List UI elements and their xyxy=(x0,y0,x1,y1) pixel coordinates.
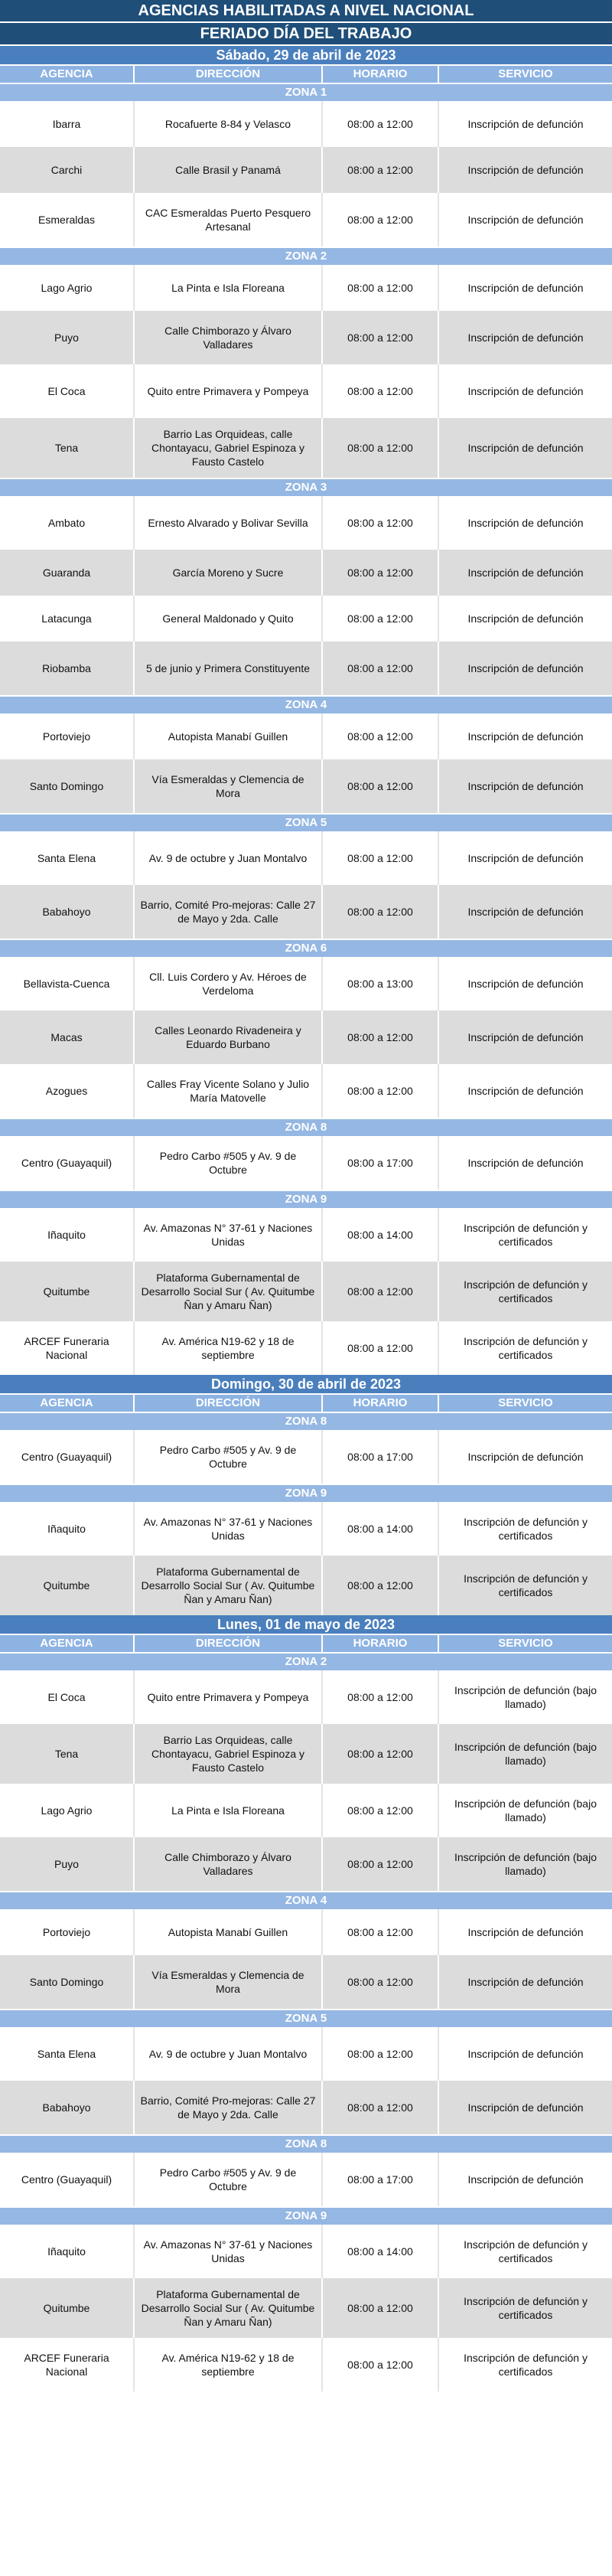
service-cell: Inscripción de defunción y certificados xyxy=(464,1278,588,1304)
zone-header: ZONA 4 xyxy=(0,1891,612,1909)
service-cell: Inscripción de defunción y certificados xyxy=(464,2238,588,2264)
schedule-cell: 08:00 a 12:00 xyxy=(323,101,439,147)
schedule-cell: 08:00 a 12:00 xyxy=(323,713,439,759)
agency-cell: Centro (Guayaquil) xyxy=(0,2153,135,2206)
service-cell: Inscripción de defunción xyxy=(467,1926,584,1938)
schedule-cell: 08:00 a 14:00 xyxy=(323,2225,439,2278)
table-row xyxy=(0,1208,612,1262)
table-row xyxy=(0,1556,612,1615)
zone-header: ZONA 6 xyxy=(0,939,612,957)
schedule-cell: 08:00 a 12:00 xyxy=(323,1955,439,2009)
schedule-cell: 08:00 a 12:00 xyxy=(323,1010,439,1064)
service-cell: Inscripción de defunción y certificados xyxy=(464,2295,588,2321)
address-cell: Pedro Carbo #505 y Av. 9 de Octubre xyxy=(135,1430,323,1484)
schedule-cell: 08:00 a 12:00 xyxy=(323,2278,439,2338)
service-cell: Inscripción de defunción xyxy=(467,906,584,918)
service-cell: Inscripción de defunción (bajo llamado) xyxy=(454,1851,597,1877)
service-cell: Inscripción de defunción xyxy=(467,331,584,344)
schedule-cell: 08:00 a 12:00 xyxy=(323,1321,439,1375)
table-row xyxy=(0,1784,612,1837)
agency-cell: Babahoyo xyxy=(0,885,135,939)
table-row xyxy=(0,193,612,246)
day-section xyxy=(0,1615,612,2392)
address-cell: Av. América N19-62 y 18 de septiembre xyxy=(135,1321,323,1375)
agency-cell: Tena xyxy=(0,1724,135,1784)
day-date-header: Lunes, 01 de mayo de 2023 xyxy=(0,1615,612,1635)
address-cell: Av. 9 de octubre y Juan Montalvo xyxy=(135,2027,323,2081)
column-header-direccion: DIRECCIÓN xyxy=(135,66,323,83)
table-row xyxy=(0,1837,612,1891)
schedule-cell: 08:00 a 12:00 xyxy=(323,2027,439,2081)
table-row xyxy=(0,1724,612,1784)
address-cell: Barrio, Comité Pro-mejoras: Calle 27 de Mayo y 2da. Calle xyxy=(135,885,323,939)
address-cell: Calle Chimborazo y Álvaro Valladares xyxy=(135,311,323,364)
agency-cell: Riobamba xyxy=(0,642,135,695)
table-row xyxy=(0,1262,612,1321)
day-section xyxy=(0,46,612,1375)
address-cell: Ernesto Alvarado y Bolivar Sevilla xyxy=(135,496,323,550)
table-row xyxy=(0,759,612,813)
table-row xyxy=(0,642,612,695)
agency-cell: Esmeraldas xyxy=(0,193,135,246)
table-row xyxy=(0,1955,612,2009)
schedule-cell: 08:00 a 12:00 xyxy=(323,885,439,939)
service-cell: Inscripción de defunción xyxy=(467,1157,584,1169)
service-cell: Inscripción de defunción xyxy=(467,730,584,743)
zone-header: ZONA 2 xyxy=(0,246,612,265)
agency-cell: Centro (Guayaquil) xyxy=(0,1136,135,1190)
schedule-cell: 08:00 a 12:00 xyxy=(323,265,439,311)
agency-cell: Santo Domingo xyxy=(0,759,135,813)
address-cell: Quito entre Primavera y Pompeya xyxy=(135,364,323,418)
zone-header: ZONA 9 xyxy=(0,1190,612,1208)
service-cell: Inscripción de defunción (bajo llamado) xyxy=(454,1741,597,1767)
service-cell: Inscripción de defunción xyxy=(467,1031,584,1043)
agency-cell: Macas xyxy=(0,1010,135,1064)
agency-cell: El Coca xyxy=(0,364,135,418)
table-row xyxy=(0,1010,612,1064)
zone-header: ZONA 1 xyxy=(0,83,612,101)
address-cell: Calles Leonardo Rivadeneira y Eduardo Burbano xyxy=(135,1010,323,1064)
service-cell: Inscripción de defunción y certificados xyxy=(464,2352,588,2378)
address-cell: Calle Brasil y Panamá xyxy=(135,147,323,193)
column-header-servicio: SERVICIO xyxy=(498,1637,553,1650)
service-cell: Inscripción de defunción xyxy=(467,282,584,294)
table-row xyxy=(0,2278,612,2338)
address-cell: Calles Fray Vicente Solano y Julio María Matovelle xyxy=(135,1064,323,1118)
schedule-cell: 08:00 a 12:00 xyxy=(323,364,439,418)
table-row xyxy=(0,101,612,147)
column-header-agencia: AGENCIA xyxy=(0,1395,135,1412)
zone-header: ZONA 2 xyxy=(0,1652,612,1670)
address-cell: Barrio Las Orquideas, calle Chontayacu, Gabriel Espinoza y Fausto Castelo xyxy=(135,418,323,478)
address-cell: García Moreno y Sucre xyxy=(135,550,323,596)
agency-cell: Puyo xyxy=(0,311,135,364)
table-row xyxy=(0,885,612,939)
table-row xyxy=(0,1430,612,1484)
zone-header: ZONA 8 xyxy=(0,1412,612,1430)
document-title: AGENCIAS HABILITADAS A NIVEL NACIONAL xyxy=(0,0,612,23)
address-cell: Rocafuerte 8-84 y Velasco xyxy=(135,101,323,147)
address-cell: Av. Amazonas N° 37-61 y Naciones Unidas xyxy=(135,1502,323,1556)
schedule-cell: 08:00 a 12:00 xyxy=(323,1784,439,1837)
service-cell: Inscripción de defunción xyxy=(467,612,584,625)
address-cell: Vía Esmeraldas y Clemencia de Mora xyxy=(135,1955,323,2009)
schedule-cell: 08:00 a 12:00 xyxy=(323,642,439,695)
table-row xyxy=(0,1502,612,1556)
table-row xyxy=(0,496,612,550)
agency-cell: Quitumbe xyxy=(0,1556,135,1615)
agency-cell: Lago Agrio xyxy=(0,265,135,311)
zone-header: ZONA 8 xyxy=(0,1118,612,1136)
service-cell: Inscripción de defunción (bajo llamado) xyxy=(454,1797,597,1823)
zone-header: ZONA 5 xyxy=(0,2009,612,2027)
schedule-cell: 08:00 a 12:00 xyxy=(323,759,439,813)
address-cell: CAC Esmeraldas Puerto Pesquero Artesanal xyxy=(135,193,323,246)
service-cell: Inscripción de defunción xyxy=(467,385,584,397)
address-cell: Plataforma Gubernamental de Desarrollo Social Sur ( Av. Quitumbe Ñan y Amaru Ñan) xyxy=(135,2278,323,2338)
schedule-cell: 08:00 a 12:00 xyxy=(323,147,439,193)
agency-cell: Centro (Guayaquil) xyxy=(0,1430,135,1484)
table-row xyxy=(0,2153,612,2206)
table-row xyxy=(0,2338,612,2392)
agency-cell: Carchi xyxy=(0,147,135,193)
service-cell: Inscripción de defunción (bajo llamado) xyxy=(454,1684,597,1710)
schedule-cell: 08:00 a 12:00 xyxy=(323,2338,439,2392)
schedule-cell: 08:00 a 12:00 xyxy=(323,193,439,246)
table-row xyxy=(0,831,612,885)
agency-cell: Babahoyo xyxy=(0,2081,135,2134)
schedule-cell: 08:00 a 12:00 xyxy=(323,1670,439,1724)
table-row xyxy=(0,364,612,418)
document-subtitle: FERIADO DÍA DEL TRABAJO xyxy=(0,23,612,46)
address-cell: Av. Amazonas N° 37-61 y Naciones Unidas xyxy=(135,1208,323,1262)
schedule-cell: 08:00 a 12:00 xyxy=(323,1837,439,1891)
column-header-row xyxy=(0,1635,612,1652)
column-header-servicio: SERVICIO xyxy=(498,67,553,80)
schedule-cell: 08:00 a 12:00 xyxy=(323,311,439,364)
agency-cell: Santa Elena xyxy=(0,2027,135,2081)
column-header-servicio: SERVICIO xyxy=(498,1396,553,1409)
service-cell: Inscripción de defunción y certificados xyxy=(464,1572,588,1598)
column-header-row xyxy=(0,66,612,83)
address-cell: Autopista Manabí Guillen xyxy=(135,1909,323,1955)
service-cell: Inscripción de defunción xyxy=(467,164,584,176)
agency-cell: El Coca xyxy=(0,1670,135,1724)
address-cell: Autopista Manabí Guillen xyxy=(135,713,323,759)
agency-cell: Bellavista-Cuenca xyxy=(0,957,135,1010)
schedule-cell: 08:00 a 12:00 xyxy=(323,418,439,478)
table-row xyxy=(0,1909,612,1955)
table-row xyxy=(0,265,612,311)
column-header-agencia: AGENCIA xyxy=(0,66,135,83)
schedule-cell: 08:00 a 17:00 xyxy=(323,1136,439,1190)
agency-cell: Ibarra xyxy=(0,101,135,147)
address-cell: Plataforma Gubernamental de Desarrollo Social Sur ( Av. Quitumbe Ñan y Amaru Ñan) xyxy=(135,1556,323,1615)
service-cell: Inscripción de defunción xyxy=(467,852,584,864)
column-header-direccion: DIRECCIÓN xyxy=(135,1395,323,1412)
table-row xyxy=(0,1136,612,1190)
address-cell: Vía Esmeraldas y Clemencia de Mora xyxy=(135,759,323,813)
agency-cell: Quitumbe xyxy=(0,1262,135,1321)
service-cell: Inscripción de defunción xyxy=(467,566,584,579)
address-cell: Av. América N19-62 y 18 de septiembre xyxy=(135,2338,323,2392)
table-row xyxy=(0,1064,612,1118)
service-cell: Inscripción de defunción xyxy=(467,780,584,792)
agency-cell: Iñaquito xyxy=(0,2225,135,2278)
schedule-cell: 08:00 a 12:00 xyxy=(323,2081,439,2134)
service-cell: Inscripción de defunción y certificados xyxy=(464,1516,588,1542)
agency-cell: Portoviejo xyxy=(0,1909,135,1955)
schedule-cell: 08:00 a 12:00 xyxy=(323,1262,439,1321)
service-cell: Inscripción de defunción xyxy=(467,2048,584,2060)
agency-cell: Portoviejo xyxy=(0,713,135,759)
address-cell: Quito entre Primavera y Pompeya xyxy=(135,1670,323,1724)
address-cell: Barrio, Comité Pro-mejoras: Calle 27 de Mayo y 2da. Calle xyxy=(135,2081,323,2134)
zone-header: ZONA 9 xyxy=(0,2206,612,2225)
table-row xyxy=(0,1670,612,1724)
schedule-cell: 08:00 a 14:00 xyxy=(323,1208,439,1262)
table-row xyxy=(0,418,612,478)
column-header-direccion: DIRECCIÓN xyxy=(135,1635,323,1652)
day-section xyxy=(0,1375,612,1615)
service-cell: Inscripción de defunción xyxy=(467,2101,584,2114)
service-cell: Inscripción de defunción y certificados xyxy=(464,1335,588,1361)
zone-header: ZONA 3 xyxy=(0,478,612,496)
agency-cell: Santo Domingo xyxy=(0,1955,135,2009)
service-cell: Inscripción de defunción xyxy=(467,1085,584,1097)
address-cell: Pedro Carbo #505 y Av. 9 de Octubre xyxy=(135,2153,323,2206)
schedule-cell: 08:00 a 12:00 xyxy=(323,596,439,642)
table-row xyxy=(0,311,612,364)
column-header-horario: HORARIO xyxy=(323,1395,439,1412)
address-cell: 5 de junio y Primera Constituyente xyxy=(135,642,323,695)
agency-cell: Latacunga xyxy=(0,596,135,642)
day-date-header: Sábado, 29 de abril de 2023 xyxy=(0,46,612,66)
agency-cell: ARCEF Funeraria Nacional xyxy=(0,1321,135,1375)
column-header-horario: HORARIO xyxy=(323,66,439,83)
table-row xyxy=(0,2027,612,2081)
agency-cell: Iñaquito xyxy=(0,1502,135,1556)
table-row xyxy=(0,147,612,193)
agency-cell: ARCEF Funeraria Nacional xyxy=(0,2338,135,2392)
agency-cell: Lago Agrio xyxy=(0,1784,135,1837)
schedule-cell: 08:00 a 12:00 xyxy=(323,831,439,885)
table-row xyxy=(0,2081,612,2134)
service-cell: Inscripción de defunción xyxy=(467,118,584,130)
zone-header: ZONA 5 xyxy=(0,813,612,831)
address-cell: Pedro Carbo #505 y Av. 9 de Octubre xyxy=(135,1136,323,1190)
agency-cell: Iñaquito xyxy=(0,1208,135,1262)
agency-cell: Quitumbe xyxy=(0,2278,135,2338)
address-cell: Barrio Las Orquideas, calle Chontayacu, Gabriel Espinoza y Fausto Castelo xyxy=(135,1724,323,1784)
table-row xyxy=(0,957,612,1010)
agency-cell: Santa Elena xyxy=(0,831,135,885)
address-cell: Plataforma Gubernamental de Desarrollo Social Sur ( Av. Quitumbe Ñan y Amaru Ñan) xyxy=(135,1262,323,1321)
zone-header: ZONA 9 xyxy=(0,1484,612,1502)
service-cell: Inscripción de defunción xyxy=(467,1976,584,1988)
schedule-cell: 08:00 a 12:00 xyxy=(323,496,439,550)
table-row xyxy=(0,2225,612,2278)
schedule-cell: 08:00 a 17:00 xyxy=(323,2153,439,2206)
schedule-cell: 08:00 a 17:00 xyxy=(323,1430,439,1484)
agency-cell: Guaranda xyxy=(0,550,135,596)
service-cell: Inscripción de defunción xyxy=(467,978,584,990)
service-cell: Inscripción de defunción xyxy=(467,1451,584,1463)
schedule-cell: 08:00 a 12:00 xyxy=(323,1909,439,1955)
table-row xyxy=(0,596,612,642)
address-cell: La Pinta e Isla Floreana xyxy=(135,1784,323,1837)
address-cell: Calle Chimborazo y Álvaro Valladares xyxy=(135,1837,323,1891)
schedule-cell: 08:00 a 13:00 xyxy=(323,957,439,1010)
table-row xyxy=(0,1321,612,1375)
service-cell: Inscripción de defunción xyxy=(467,517,584,529)
address-cell: Av. Amazonas N° 37-61 y Naciones Unidas xyxy=(135,2225,323,2278)
address-cell: Av. 9 de octubre y Juan Montalvo xyxy=(135,831,323,885)
zone-header: ZONA 8 xyxy=(0,2134,612,2153)
agency-cell: Puyo xyxy=(0,1837,135,1891)
schedule-cell: 08:00 a 12:00 xyxy=(323,1556,439,1615)
column-header-horario: HORARIO xyxy=(323,1635,439,1652)
service-cell: Inscripción de defunción xyxy=(467,2173,584,2186)
agency-cell: Ambato xyxy=(0,496,135,550)
service-cell: Inscripción de defunción xyxy=(467,442,584,454)
schedule-cell: 08:00 a 12:00 xyxy=(323,1064,439,1118)
column-header-agencia: AGENCIA xyxy=(0,1635,135,1652)
table-row xyxy=(0,713,612,759)
address-cell: Cll. Luis Cordero y Av. Héroes de Verdeloma xyxy=(135,957,323,1010)
column-header-row xyxy=(0,1395,612,1412)
day-date-header: Domingo, 30 de abril de 2023 xyxy=(0,1375,612,1395)
address-cell: La Pinta e Isla Floreana xyxy=(135,265,323,311)
table-row xyxy=(0,550,612,596)
agency-cell: Tena xyxy=(0,418,135,478)
schedule-cell: 08:00 a 12:00 xyxy=(323,1724,439,1784)
agency-cell: Azogues xyxy=(0,1064,135,1118)
address-cell: General Maldonado y Quito xyxy=(135,596,323,642)
service-cell: Inscripción de defunción y certificados xyxy=(464,1222,588,1248)
zone-header: ZONA 4 xyxy=(0,695,612,713)
service-cell: Inscripción de defunción xyxy=(467,214,584,226)
days-container xyxy=(0,46,612,2392)
schedule-cell: 08:00 a 12:00 xyxy=(323,550,439,596)
service-cell: Inscripción de defunción xyxy=(467,662,584,674)
schedule-cell: 08:00 a 14:00 xyxy=(323,1502,439,1556)
